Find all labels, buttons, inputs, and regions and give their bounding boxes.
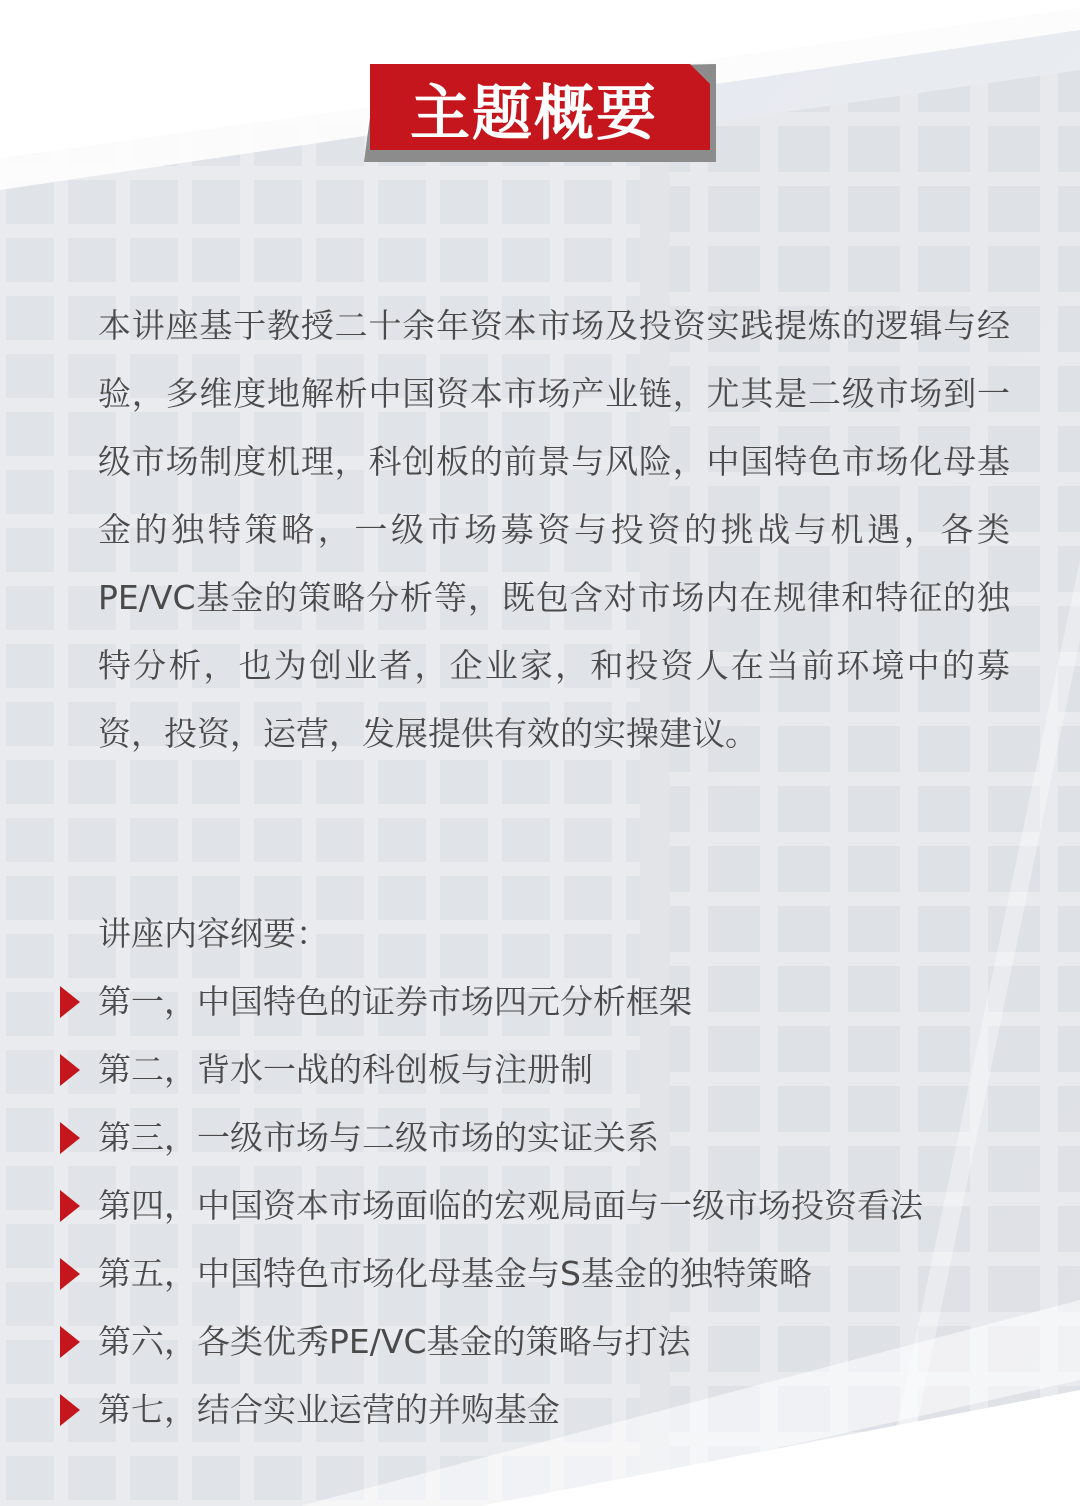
outline-item-label: 第三，一级市场与二级市场的实证关系 [98, 1118, 659, 1157]
title-banner [364, 64, 716, 162]
list-item [0, 1104, 1080, 1172]
outline-item-label: 第一，中国特色的证券市场四元分析框架 [98, 982, 692, 1021]
list-item [0, 968, 1080, 1036]
triangle-bullet-icon [60, 1326, 80, 1358]
list-item [0, 1172, 1080, 1240]
outline-item-label: 第七，结合实业运营的并购基金 [98, 1390, 560, 1429]
outline-item-label: 第五，中国特色市场化母基金与S基金的独特策略 [98, 1254, 812, 1293]
page-title: 主题概要 [410, 79, 658, 149]
list-item [0, 1036, 1080, 1104]
intro-paragraph: 本讲座基于教授二十余年资本市场及投资实践提炼的逻辑与经验，多维度地解析中国资本市场产业链，尤其是二级市场到一级市场制度机理，科创板的前景与风险，中国特色市场化母基金的独特策略，一级市场募资与投资的挑战与机遇，各类PE/VC基金的策略分析等，既包含对市场内在规律和特征的独特分析，也为创业者，企业家，和投资人在当前环境中的募资，投资，运营，发展提供有效的实操建议。 [98, 306, 1010, 753]
triangle-bullet-icon [60, 1394, 80, 1426]
outline-item-label: 第二，背水一战的科创板与注册制 [98, 1050, 593, 1089]
outline-item-label: 第四，中国资本市场面临的宏观局面与一级市场投资看法 [98, 1186, 923, 1225]
outline-heading: 讲座内容纲要： [98, 914, 329, 953]
triangle-bullet-icon [60, 1122, 80, 1154]
outline-item-label: 第六，各类优秀PE/VC基金的策略与打法 [98, 1322, 691, 1361]
triangle-bullet-icon [60, 1258, 80, 1290]
triangle-bullet-icon [60, 986, 80, 1018]
list-item [0, 1376, 1080, 1444]
list-item [0, 1240, 1080, 1308]
outline-list [0, 968, 1080, 1444]
list-item [0, 1308, 1080, 1376]
triangle-bullet-icon [60, 1054, 80, 1086]
triangle-bullet-icon [60, 1190, 80, 1222]
